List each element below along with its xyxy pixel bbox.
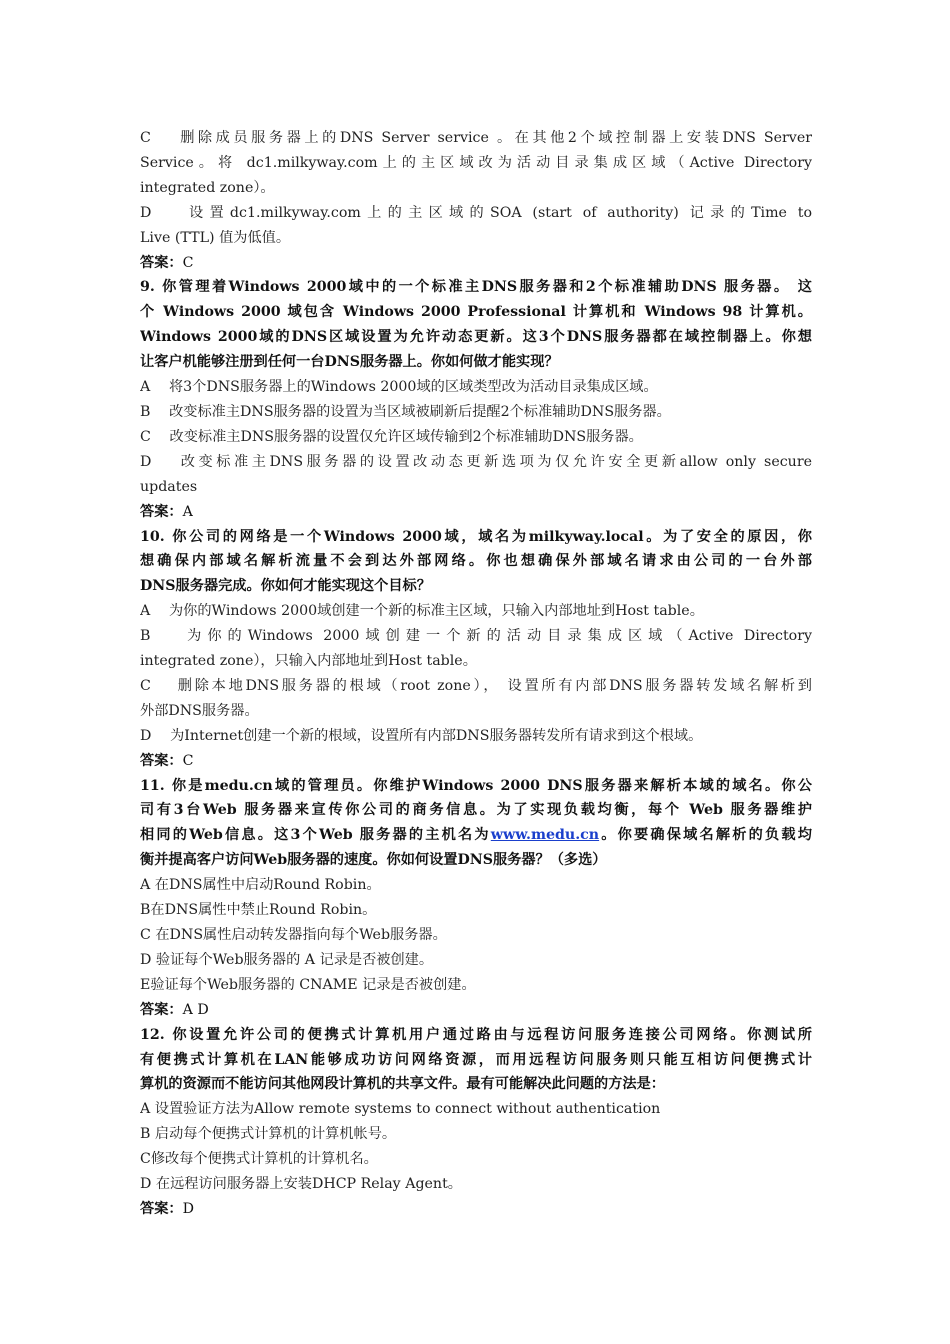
question-line: 11. 你是medu.cn域的管理员。你维护Windows 2000 DNS服务器来解析本域的域名。你公 [140, 777, 812, 794]
answer-label: 答案： [140, 1001, 183, 1018]
question-line: 有便携式计算机在LAN能够成功访问网络资源，而用远程访问服务则只能互相访问便携式计 [140, 1051, 812, 1068]
option-line: A 设置验证方法为Allow remote systems to connect without authentication [140, 1101, 661, 1118]
question-line: 让客户机能够注册到任何一台DNS服务器上。你如何做才能实现？ [140, 354, 559, 371]
question-line [140, 823, 812, 848]
question-line: 想确保内部域名解析流量不会到达外部网络。你也想确保外部域名请求由公司的一台外部 [140, 553, 812, 570]
question-text: 。你要确保域名解析的负载均 [599, 827, 812, 844]
option-line: C 删除本地DNS服务器的根域（root zone）， 设置所有内部DNS服务器转发域名解析到 [140, 677, 812, 694]
option-line: Live (TTL) 值为低值。 [140, 229, 291, 246]
answer-line [140, 251, 812, 276]
question-line: 司有3台Web 服务器来宣传你公司的商务信息。为了实现负载均衡，每个 Web 服务器维护 [140, 802, 812, 819]
option-line: C 改变标准主DNS服务器的设置仅允许区域传输到2个标准辅助DNS服务器。 [140, 428, 643, 445]
option-line: integrated zone）。 [140, 179, 275, 196]
question-line: 衡并提高客户访问Web服务器的速度。你如何设置DNS服务器？（多选） [140, 852, 607, 869]
answer-value: D [182, 1200, 194, 1217]
option-line: E验证每个Web服务器的 CNAME 记录是否被创建。 [140, 976, 476, 993]
answer-line [140, 500, 812, 525]
answer-label: 答案： [140, 503, 183, 520]
question-line: 个 Windows 2000 域包含 Windows 2000 Professional 计算机和 Windows 98 计算机。 [140, 304, 812, 321]
option-line: B 启动每个便携式计算机的计算机帐号。 [140, 1126, 397, 1143]
question-line: DNS服务器完成。你如何才能实现这个目标？ [140, 578, 431, 595]
question-line: 9. 你管理着Windows 2000域中的一个标准主DNS服务器和2个标准辅助DNS 服务器。 这 [140, 279, 812, 296]
answer-label: 答案： [140, 1200, 183, 1217]
option-line: B在DNS属性中禁止Round Robin。 [140, 902, 377, 919]
option-line: D 为Internet创建一个新的根域，设置所有内部DNS服务器转发所有请求到这个根域。 [140, 727, 703, 744]
document-body [140, 126, 812, 1222]
question-line: 12. 你设置允许公司的便携式计算机用户通过路由与远程访问服务连接公司网络。你测试所 [140, 1026, 812, 1043]
option-line: A 将3个DNS服务器上的Windows 2000域的区域类型改为活动目录集成区域。 [140, 379, 658, 396]
hostname-link[interactable]: www.medu.cn [490, 827, 600, 844]
answer-value: C [182, 752, 194, 769]
option-line: integrated zone），只输入内部地址到Host table。 [140, 653, 477, 670]
option-line: A 为你的Windows 2000域创建一个新的标准主区域，只输入内部地址到Host table。 [140, 603, 704, 620]
answer-line [140, 749, 812, 774]
option-line: D 改变标准主DNS服务器的设置改动态更新选项为仅允许安全更新allow only secure [140, 453, 812, 470]
option-line: A 在DNS属性中启动Round Robin。 [140, 877, 381, 894]
option-line: 外部DNS服务器。 [140, 702, 259, 719]
answer-value: A D [182, 1001, 209, 1018]
answer-label: 答案： [140, 752, 183, 769]
option-line: C 删除成员服务器上的DNS Server service 。在其他2个域控制器上安装DNS Server [140, 130, 812, 146]
answer-value: C [182, 254, 194, 271]
option-line: D 设置dc1.milkyway.com上的主区域的SOA (start of authority) 记录的Time to [140, 204, 812, 221]
option-line: D 验证每个Web服务器的 A 记录是否被创建。 [140, 951, 434, 968]
option-line: C 在DNS属性启动转发器指向每个Web服务器。 [140, 927, 447, 943]
answer-line [140, 998, 812, 1023]
answer-label: 答案： [140, 254, 183, 271]
option-line: C修改每个便携式计算机的计算机名。 [140, 1151, 378, 1168]
option-line: B 改变标准主DNS服务器的设置为当区域被刷新后提醒2个标准辅助DNS服务器。 [140, 403, 671, 420]
option-line: updates [140, 478, 198, 495]
question-line: 算机的资源而不能访问其他网段计算机的共享文件。最有可能解决此问题的方法是： [140, 1076, 665, 1093]
question-text: 相同的Web信息。这3个Web 服务器的主机名为 [140, 827, 491, 844]
option-line: D 在远程访问服务器上安装DHCP Relay Agent。 [140, 1176, 462, 1193]
question-line: 10. 你公司的网络是一个Windows 2000域，域名为milkyway.local。为了安全的原因，你 [140, 528, 812, 545]
option-line: Service。将 dc1.milkyway.com上的主区域改为活动目录集成区域（Active Directory [140, 154, 812, 171]
option-line: B 为你的Windows 2000域创建一个新的活动目录集成区域（Active Directory [140, 628, 812, 645]
answer-line [140, 1197, 812, 1222]
answer-value: A [182, 503, 193, 520]
question-line: Windows 2000域的DNS区域设置为允许动态更新。这3个DNS服务器都在域控制器上。你想 [140, 329, 812, 346]
